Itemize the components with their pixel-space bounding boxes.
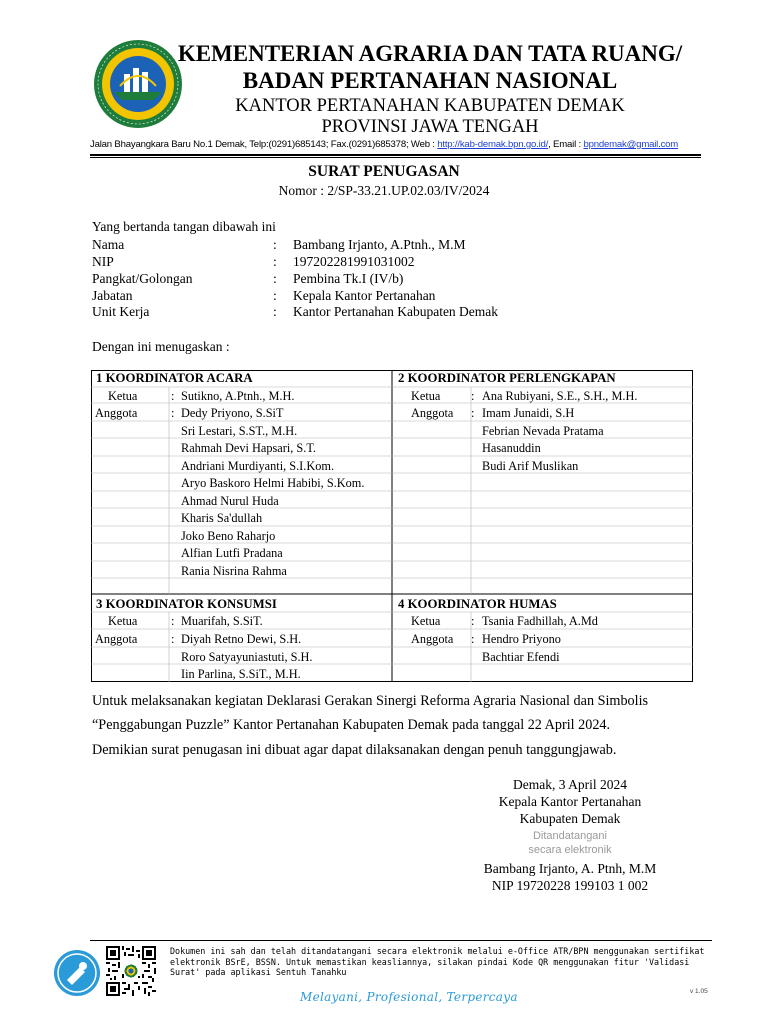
anggota-label: Anggota xyxy=(411,406,454,420)
address-text: Jalan Bhayangkara Baru No.1 Demak, Telp:(0291)685143; Fax.(0291)685378; Web : xyxy=(90,139,438,150)
sign-place-date: Demak, 3 April 2024 xyxy=(513,777,627,792)
document-title: SURAT PENUGASAN xyxy=(308,163,460,180)
ketua-label: Ketua xyxy=(108,389,138,403)
member-name: Sri Lestari, S.ST., M.H. xyxy=(181,424,298,438)
identity-label: Unit Kerja xyxy=(92,304,150,319)
office-address xyxy=(90,139,730,151)
identity-colon: : xyxy=(273,237,277,252)
member-name: Bachtiar Efendi xyxy=(482,650,560,664)
purpose-paragraph-line2: “Penggabungan Puzzle” Kantor Pertanahan Kabupaten Demak pada tanggal 22 April 2024. xyxy=(92,717,611,733)
website-link[interactable]: http://kab-demak.bpn.go.id/ xyxy=(437,139,549,150)
identity-label: NIP xyxy=(92,254,114,269)
sign-position-unit: Kabupaten Demak xyxy=(519,811,621,826)
member-name: Alfian Lutfi Pradana xyxy=(181,546,283,560)
identity-value: Kantor Pertanahan Kabupaten Demak xyxy=(293,304,499,319)
member-name: Aryo Baskoro Helmi Habibi, S.Kom. xyxy=(181,476,365,490)
member-name: Ahmad Nurul Huda xyxy=(181,494,279,508)
closing-paragraph: Demikian surat penugasan ini dibuat agar dapat dilaksanakan dengan penuh tanggungjawab. xyxy=(92,742,617,758)
member-name: Rania Nisrina Rahma xyxy=(181,564,287,578)
esign-note: Ditandatangani xyxy=(532,830,607,842)
member-name: Dedy Priyono, S.SiT xyxy=(181,406,284,420)
member-name: Kharis Sa'dullah xyxy=(181,511,263,525)
ketua-label: Ketua xyxy=(411,614,441,628)
footer-motto: Melayani, Profesional, Terpercaya xyxy=(300,990,518,1004)
member-name: Diyah Retno Dewi, S.H. xyxy=(181,632,302,646)
colon: : xyxy=(471,614,475,628)
identity-colon: : xyxy=(273,271,277,286)
ketua-label: Ketua xyxy=(108,614,138,628)
ketua-name: Tsania Fadhillah, A.Md xyxy=(482,614,598,628)
identity-colon: : xyxy=(273,288,277,303)
identity-value: Bambang Irjanto, A.Ptnh., M.M xyxy=(293,237,466,252)
esign-note-2: secara elektronik xyxy=(528,844,612,856)
email-label: , Email : xyxy=(548,139,584,150)
member-name: Hendro Priyono xyxy=(482,632,561,646)
member-name: Rahmah Devi Hapsari, S.T. xyxy=(181,441,317,455)
identity-label: Jabatan xyxy=(92,288,133,303)
member-name: Iin Parlina, S.SiT., M.H. xyxy=(181,667,301,681)
colon: : xyxy=(171,614,175,628)
identity-value: 197202281991031002 xyxy=(293,254,415,269)
identity-colon: : xyxy=(273,254,277,269)
office-name: KANTOR PERTANAHAN KABUPATEN DEMAK xyxy=(235,96,625,116)
colon: : xyxy=(471,389,475,403)
anggota-label: Anggota xyxy=(95,406,138,420)
ketua-label: Ketua xyxy=(411,389,441,403)
document-number: Nomor : 2/SP-33.21.UP.02.03/IV/2024 xyxy=(278,183,490,198)
identity-label: Pangkat/Golongan xyxy=(92,271,193,286)
intro-text: Yang bertanda tangan dibawah ini xyxy=(92,219,276,234)
identity-value: Kepala Kantor Pertanahan xyxy=(293,288,436,303)
colon: : xyxy=(171,389,175,403)
member-name: Imam Junaidi, S.H xyxy=(482,406,575,420)
header-rule xyxy=(90,154,701,156)
ketua-name: Muarifah, S.SiT. xyxy=(181,614,263,628)
sentuh-tanahku-icon xyxy=(52,948,102,998)
ketua-name: Sutikno, A.Ptnh., M.H. xyxy=(181,389,295,403)
member-name: Febrian Nevada Pratama xyxy=(482,424,604,438)
section-heading: 2 KOORDINATOR PERLENGKAPAN xyxy=(398,371,616,385)
member-name: Hasanuddin xyxy=(482,441,541,455)
signer-nip: NIP 19720228 199103 1 002 xyxy=(491,878,649,893)
agency-name: BADAN PERTANAHAN NASIONAL xyxy=(242,68,618,93)
member-name: Budi Arif Muslikan xyxy=(482,459,579,473)
email-link[interactable]: bpndemak@gmail.com xyxy=(583,139,679,150)
colon: : xyxy=(471,406,475,420)
anggota-label: Anggota xyxy=(411,632,454,646)
colon: : xyxy=(471,632,475,646)
purpose-paragraph-line1: Untuk melaksanakan kegiatan Deklarasi Gerakan Sinergi Reforma Agraria Nasional dan Simbolis xyxy=(92,693,649,709)
assignment-intro: Dengan ini menugaskan : xyxy=(92,339,230,354)
identity-colon: : xyxy=(273,304,277,319)
member-name: Joko Beno Raharjo xyxy=(181,529,276,543)
section-heading: 3 KOORDINATOR KONSUMSI xyxy=(96,597,277,611)
member-name: Andriani Murdiyanti, S.I.Kom. xyxy=(181,459,335,473)
ketua-name: Ana Rubiyani, S.E., S.H., M.H. xyxy=(482,389,638,403)
version-label: v 1.05 xyxy=(690,988,708,995)
header-rule-thin xyxy=(90,157,701,158)
qr-code xyxy=(106,946,156,996)
section-heading: 1 KOORDINATOR ACARA xyxy=(96,371,253,385)
footer-rule xyxy=(90,940,712,941)
signer-name: Bambang Irjanto, A. Ptnh, M.M xyxy=(483,861,657,876)
colon: : xyxy=(171,632,175,646)
section-heading: 4 KOORDINATOR HUMAS xyxy=(398,597,557,611)
province-name: PROVINSI JAWA TENGAH xyxy=(321,117,539,137)
identity-value: Pembina Tk.I (IV/b) xyxy=(293,271,404,286)
identity-label: Nama xyxy=(92,237,125,252)
anggota-label: Anggota xyxy=(95,632,138,646)
ministry-name: KEMENTERIAN AGRARIA DAN TATA RUANG/ xyxy=(177,41,683,66)
footer-legal-text: Dokumen ini sah dan telah ditandatangani secara elektronik melalui e-Office ATR/BPN menggunakan sertifikat elektronik BSrE, BSSN. Untuk memastikan keasliannya, silakan pindai Kode QR menggunakan fitur 'Validasi Surat' pada aplikasi Sentuh Tanahku xyxy=(170,946,705,977)
colon: : xyxy=(171,406,175,420)
sign-position: Kepala Kantor Pertanahan xyxy=(498,794,642,809)
member-name: Roro Satyayuniastuti, S.H. xyxy=(181,650,313,664)
